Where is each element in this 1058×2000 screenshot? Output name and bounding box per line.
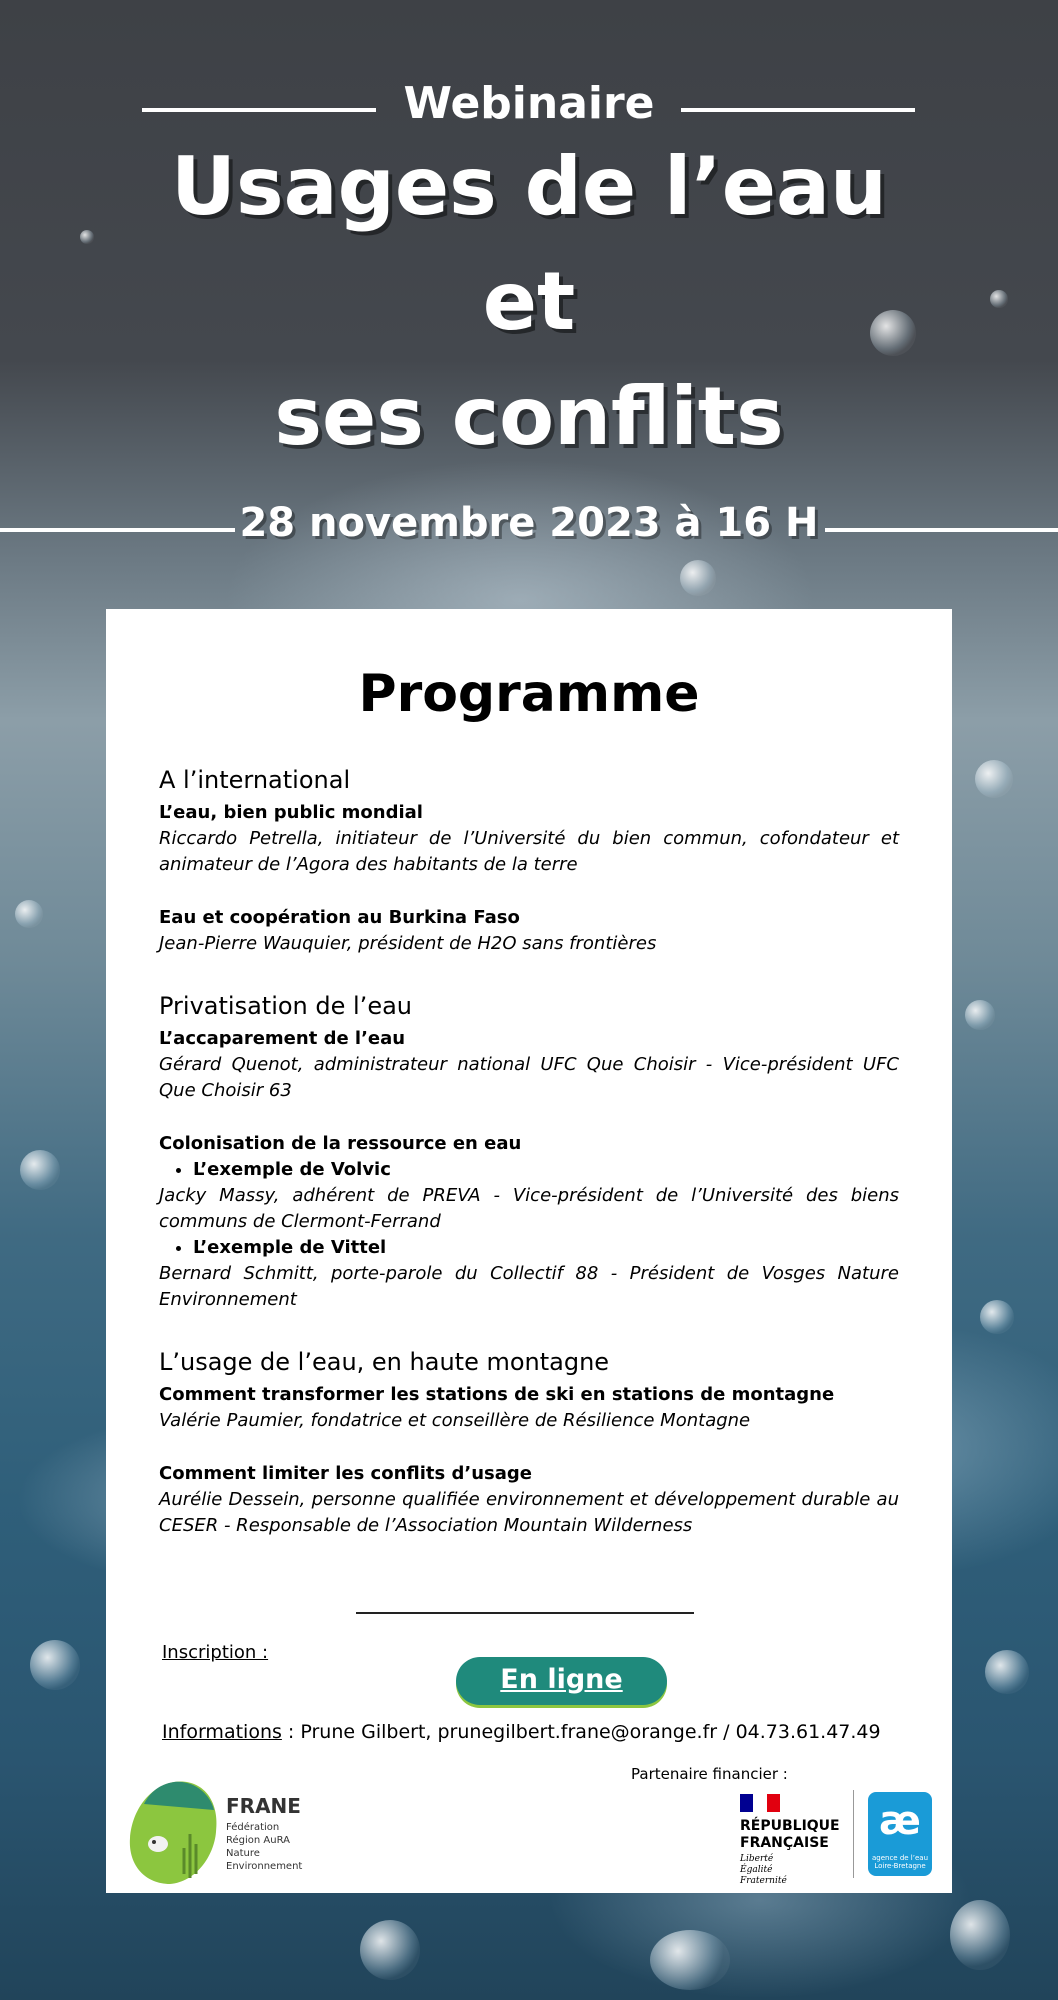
item-title: Comment transformer les stations de ski en stations de montagne: [159, 1384, 835, 1405]
separator: [356, 1612, 694, 1614]
event-date: 28 novembre 2023 à 16 H: [239, 500, 819, 546]
header: [0, 0, 1058, 580]
frane-sub-line: Environnement: [226, 1861, 303, 1872]
sub-list: [159, 1235, 899, 1261]
programme-title: Programme: [358, 664, 700, 724]
section-heading: Privatisation de l’eau: [159, 992, 412, 1020]
registration-label: [162, 1642, 268, 1663]
registration-label-text: Inscription :: [162, 1642, 269, 1663]
sub-item-title: • L’exemple de Volvic: [193, 1157, 899, 1183]
item-speaker: Aurélie Dessein, personne qualifiée environnement et développement durable au CESER - Responsable de l’Association Mountain Wilderness: [159, 1489, 899, 1536]
kicker: Webinaire: [403, 78, 655, 129]
contact-text: : Prune Gilbert, prunegilbert.frane@orange.fr / 04.73.61.47.49: [281, 1721, 881, 1743]
republique-name: [740, 1818, 840, 1852]
agence-eau-logo: [868, 1792, 932, 1876]
item-title: Eau et coopération au Burkina Faso: [159, 907, 520, 928]
motto-line: Fraternité: [740, 1876, 787, 1886]
logo-divider: [853, 1790, 854, 1878]
motto-line: Liberté: [740, 1854, 774, 1864]
title-line-2: et: [482, 255, 576, 348]
item-speaker: Riccardo Petrella, initiateur de l’Université du bien commun, cofondateur et animateur de l’Agora des habitants de la terre: [159, 828, 899, 875]
motto-line: Égalité: [740, 1865, 773, 1875]
programme-card: [106, 609, 952, 1893]
republique-francaise-logo: [740, 1794, 860, 1884]
section-heading: A l’international: [159, 766, 351, 794]
title-line-3: ses conflits: [274, 370, 784, 463]
contact-label: Informations: [162, 1721, 282, 1743]
agence-sub-line: agence de l’eau: [871, 1854, 929, 1862]
item-title: L’eau, bien public mondial: [159, 802, 423, 823]
republique-name-line: RÉPUBLIQUE: [740, 1818, 840, 1834]
item-title: Colonisation de la ressource en eau: [159, 1133, 522, 1154]
item-title: L’accaparement de l’eau: [159, 1028, 406, 1049]
item-speaker: Jacky Massy, adhérent de PREVA - Vice-président de l’Université des biens communs de Clermont-Ferrand: [159, 1185, 899, 1232]
frane-name: FRANE: [226, 1794, 301, 1818]
agence-mark: æ: [879, 1798, 921, 1844]
sub-list: [159, 1157, 899, 1183]
frane-sub-line: Région AuRA: [226, 1835, 290, 1846]
republique-name-line: FRANÇAISE: [740, 1835, 829, 1851]
agence-subtitle: [870, 1854, 930, 1870]
programme-content: [159, 766, 899, 1539]
sub-item-title: • L’exemple de Vittel: [193, 1235, 899, 1261]
section-heading: L’usage de l’eau, en haute montagne: [159, 1348, 610, 1376]
frane-subtitle: [226, 1821, 316, 1873]
item-speaker: Gérard Quenot, administrateur national UFC Que Choisir - Vice-président UFC Que Choisir 63: [159, 1054, 899, 1101]
agence-sub-line: Loire-Bretagne: [874, 1862, 926, 1870]
contact-info: [162, 1721, 881, 1743]
item-speaker: Bernard Schmitt, porte-parole du Collectif 88 - Président de Vosges Nature Environnement: [159, 1263, 899, 1310]
item-speaker: Jean-Pierre Wauquier, président de H2O sans frontières: [159, 933, 657, 954]
frane-emblem-icon: [124, 1774, 224, 1892]
title-line-1: Usages de l’eau: [171, 140, 887, 233]
item-speaker: Valérie Paumier, fondatrice et conseillère de Résilience Montagne: [159, 1410, 751, 1431]
frane-sub-line: Fédération: [226, 1822, 280, 1833]
item-title: Comment limiter les conflits d’usage: [159, 1463, 532, 1484]
register-online-button[interactable]: En ligne: [456, 1657, 667, 1705]
partner-label: Partenaire financier :: [631, 1765, 788, 1783]
frane-sub-line: Nature: [226, 1848, 260, 1859]
french-flag-icon: [740, 1794, 780, 1812]
republique-motto: [740, 1854, 787, 1887]
